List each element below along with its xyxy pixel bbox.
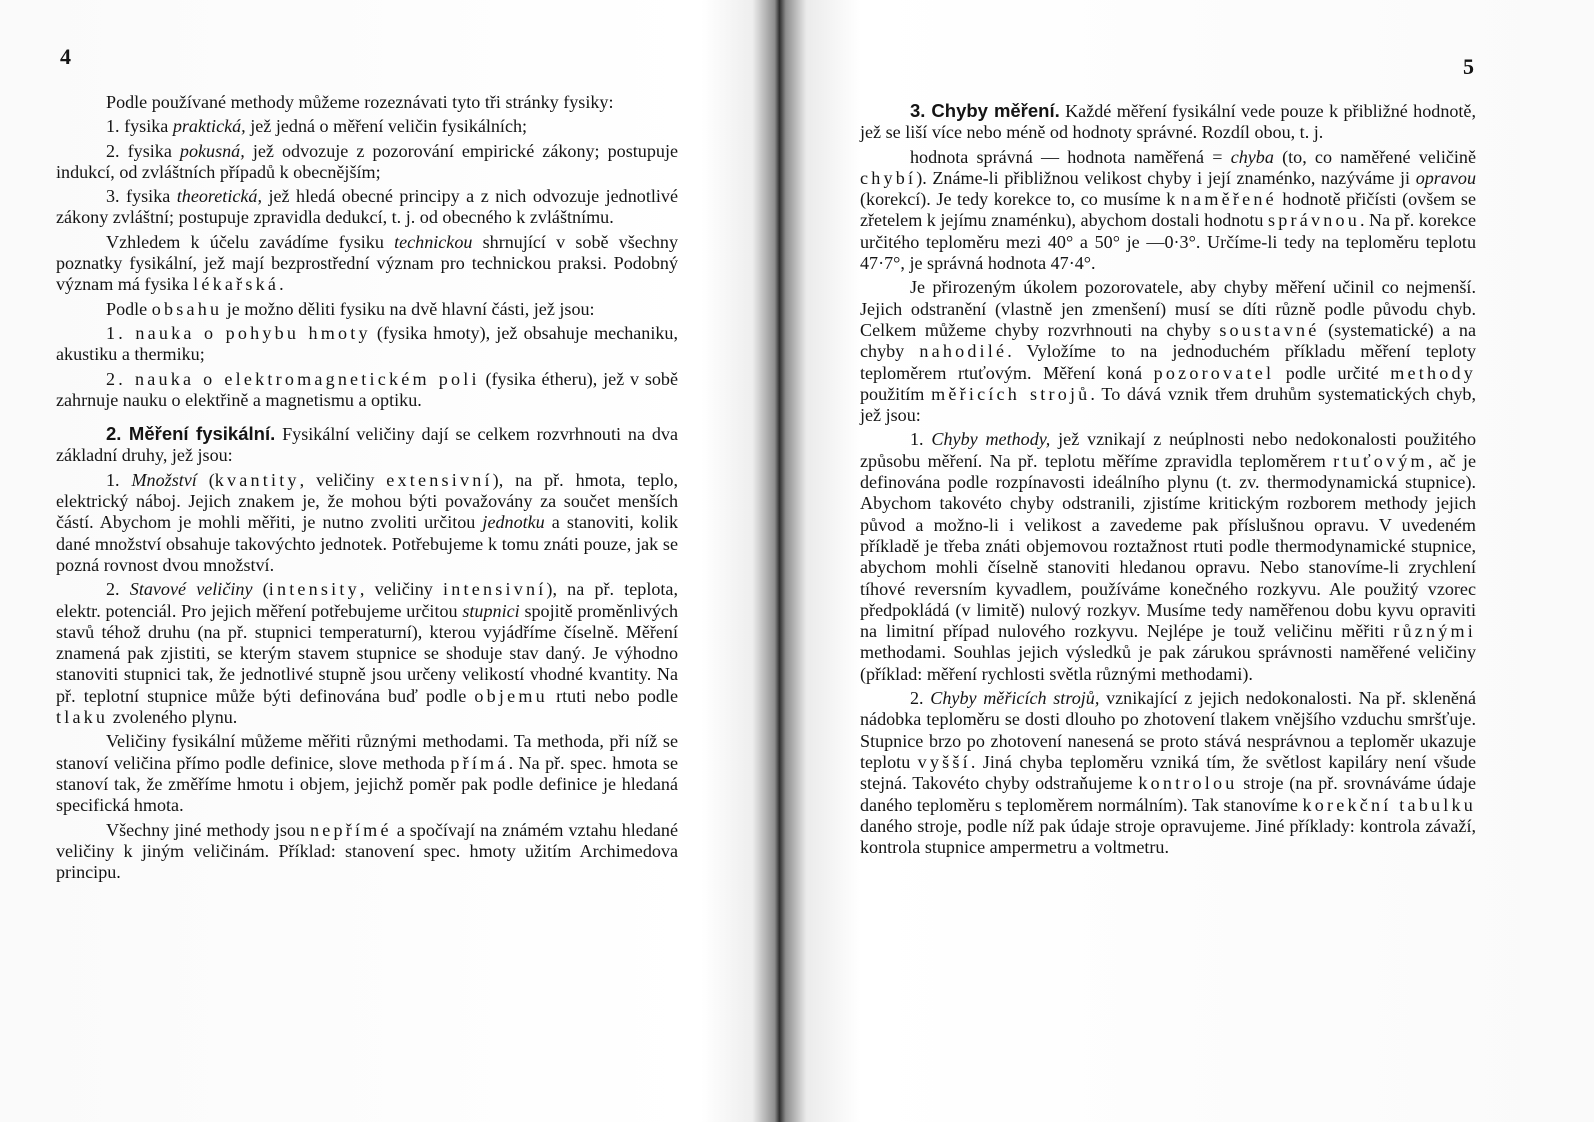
list-item-hmota: 1. nauka o pohybu hmoty (fysika hmoty), jež obsahuje mechaniku, akustiku a thermiku; <box>56 322 678 365</box>
list-item-chyby-stroju: 2. Chyby měřicích strojů, vznikající z jejich nedokonalosti. Na př. skleněná nádobka teploměru se dosti dlouho po zhotovení tlakem vnějšího vzduchu smršťuje. Stupnice brzo po zhotovení nanesená se proto stává nesprávnou a teploměr ukazuje teplotu vyšší. Jiná chyba teploměru vzniká tím, že světlost kapiláry není všude stejná. Takovéto chyby odstraňujeme kontrolou stroje (na př. srovnáváme údaje daného teploměru s teploměrem normálním). Tak stanovíme korekční tabulku daného stroje, podle níž pak údaje stroje opravujeme. Jiné příklady: kontrola závaží, kontrola stupnice ampermetru a voltmetru. <box>860 688 1477 858</box>
list-item-pokusna: 2. fysika pokusná, jež odvozuje z pozorování empirické zákony; postupuje indukcí, od zvláštních případů k obecnějším; <box>56 140 678 182</box>
paragraph-chyba-definice: hodnota správná — hodnota naměřená = chyba (to, co naměřené veličině chybí). Známe-li přibližnou velikost chyby i její znaménko, nazýváme ji opravou (korekcí). Je tedy korekce to, co musíme k naměřené hodnotě přičísti (ovšem se zřetelem k jejímu znaménku), abychom dostali hodnotu správnou. Na př. korekce určitého teploměru mezi 40° a 50° je —0·3°. Určíme-li tedy na teploměru teplotu 47·7°, je správná hodnota 47·4°. <box>860 146 1476 274</box>
right-text-block <box>860 100 1476 858</box>
page-number: 5 <box>1463 54 1474 79</box>
list-item-prakticka: 1. fysika praktická, jež jedná o měření veličin fysikálních; <box>106 116 528 137</box>
list-item-stavove-veliciny: 2. Stavové veličiny (intensity, veličiny intensivní), na př. teplota, elektr. potenciál. Pro jejich měření potřebujeme určitou stupnici spojitě proměnlivých stavů téhož druhu (na př. stupnici temperaturní), kterou vyjádříme číselně. Měření znamená pak zjistiti, se kterým stavem stupnice se shoduje stav daný. Je výhodno stanoviti stupnici tak, že jednotlivé stupně jsou určeny velikostí vhodné kvantity. Na př. teplotní stupnice může býti definována buď podle objemu rtuti nebo podle tlaku zvoleného plynu. <box>56 579 679 728</box>
paragraph-neprime-methody: Všechny jiné methody jsou nepřímé a spočívají na známém vztahu hledané veličiny k jiným veličinám. Příklad: stanovení spec. hmoty užitím Archimedova principu. <box>56 819 678 883</box>
left-text-block <box>56 92 678 883</box>
list-item-mnozstvi: 1. Množství (kvantity, veličiny extensivní), na př. hmota, teplo, elektrický náboj. Jejich znakem je, že mohou býti považovány za součet menších částí. Abychom je mohli měřiti, je nutno zvoliti určitou jednotku a stanoviti, kolik dané množství obsahuje takovýchto jednotek. Potřebujeme k tomu znáti pouze, jak se pozná rovnost dvou množství. <box>56 469 679 575</box>
paragraph-obsah: Podle obsahu je možno děliti fysiku na dvě hlavní části, jež jsou: <box>106 298 595 319</box>
left-page <box>0 0 770 1122</box>
section-heading: 3. Chyby měření. <box>910 100 1060 121</box>
section-mereni-fysikalni: 2. Měření fysikální. Fysikální veličiny dají se celkem rozvrhnouti na dva základní druhy, jež jsou: <box>56 423 678 466</box>
list-item-theoreticka: 3. fysika theoretická, jež hledá obecné principy a z nich odvozuje jednotlivé zákony zvláštní; postupuje zpravidla dedukcí, t. j. od obecného k zvláštnímu. <box>56 186 678 228</box>
paragraph-methoda-prima: Veličiny fysikální můžeme měřiti různými methodami. Ta methoda, při níž se stanoví veličina přímo podle definice, slove methoda přímá. Na př. spec. hmota se stanoví tak, že změříme hmotu i objem, jejichž poměr pak podle definice je hledaná specifická hmota. <box>56 731 678 816</box>
paragraph-ukol-pozorovatele: Je přirozeným úkolem pozorovatele, aby chyby měření učinil co nejmenší. Jejich odstranění (vlastně jen zmenšení) musí se díti různě podle původu chyb. Celkem můžeme chyby rozvrhnouti na chyby soustavné (systematické) a na chyby nahodilé. Vyložíme to na jednoduchém příkladu měření teploty teploměrem rtuťovým. Měření koná pozorovatel podle určité methody použitím měřicích strojů. To dává vznik třem druhům systematických chyb, jež jsou: <box>860 277 1477 426</box>
section-heading: 2. Měření fysikální. <box>106 423 276 445</box>
list-item-chyby-methody: 1. Chyby methody, jež vznikají z neúplnosti nebo nedokonalosti použitého způsobu měření. Na př. teplotu měříme zpravidla teploměrem rtuťovým, ač je definována podle rozpínavosti ideálního plynu (t. zv. thermodynamická stupnice). Abychom takovéto chyby odstranili, zjistíme kritickým rozborem methody jejich původ a možno-li i velikost a zavedeme pak příslušnou opravu. V uvedeném příkladě je třeba znáti objemovou roztažnost rtuti podle thermodynamické stupnice, abychom mohli číselně stanoviti hledanou opravu. Nebo stanovíme-li zrychlení tíhové reversním kyvadlem, používáme konečného rozkyvu. Ale použitý vzorec předpokládá (v limitě) nulový rozkyv. Musíme tedy naměřenou dobu kyvu opraviti na limitní případ nulového rozkyvu. Nejlépe je touž veličinu měřiti různými methodami. Souhlas jejich výsledků je pak zárukou správnosti naměřené veličiny (příklad: měření rychlosti světla různými methodami). <box>860 429 1477 684</box>
intro-paragraph: Podle používané methody můžeme rozeznávati tyto tři stránky fysiky: <box>106 92 614 112</box>
paragraph-technicka: Vzhledem k účelu zavádíme fysiku technickou shrnující v sobě všechny poznatky fysikální, jež mají bezprostřední význam pro technickou praksi. Podobný význam má fysika lékařská. <box>56 231 678 295</box>
list-item-elektromagneticke-pole: 2. nauka o elektromagnetickém poli (fysika étheru), jež v sobě zahrnuje nauku o elektřině a magnetismu a optiku. <box>56 368 679 410</box>
page-number: 4 <box>60 44 71 69</box>
section-chyby-mereni: 3. Chyby měření. Každé měření fysikální vede pouze k přibližné hodnotě, jež se liší více nebo méně od hodnoty správné. Rozdíl obou, t. j. <box>860 100 1476 143</box>
right-page <box>790 0 1594 1122</box>
